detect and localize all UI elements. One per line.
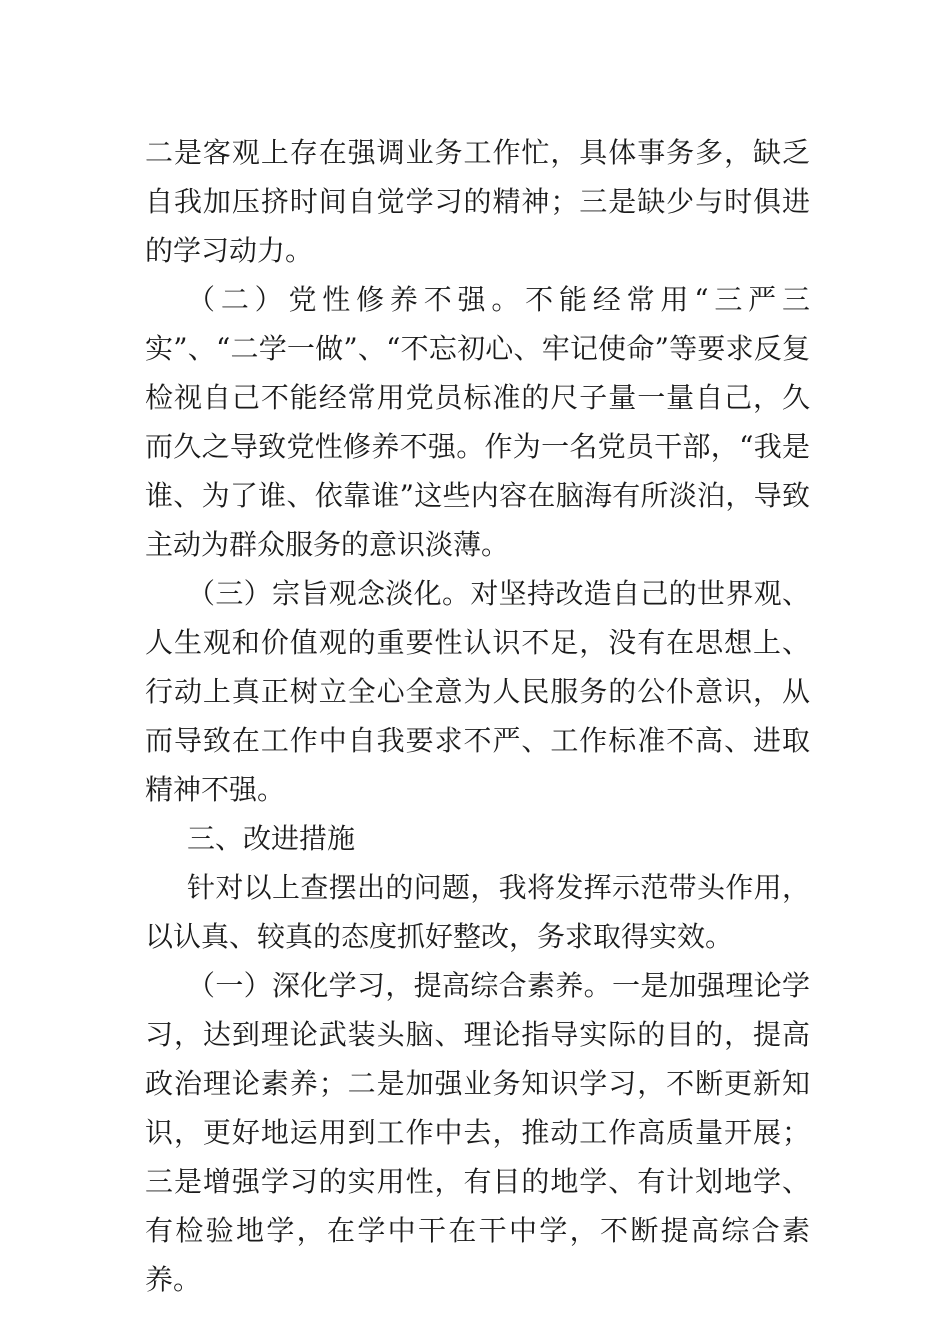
paragraph-deepen-study: （一）深化学习，提高综合素养。一是加强理论学习，达到理论武装头脑、理论指导实际的目的，提高政治理论素养；二是加强业务知识学习，不断更新知识，更好地运用到工作中去，推动工作高质量开展；三是增强学习的实用性，有目的地学、有计划地学、有检验地学，在学中干在干中学，不断提高综合素养。 xyxy=(145,969,810,1296)
paragraph-improvement-intro: 针对以上查摆出的问题，我将发挥示范带头作用，以认真、较真的态度抓好整改，务求取得实效。 xyxy=(145,871,810,953)
paragraph-party-cultivation: （二）党性修养不强。不能经常用“三严三实”、“二学一做”、“不忘初心、牢记使命”等要求反复检视自己不能经常用党员标准的尺子量一量自己，久而久之导致党性修养不强。作为一名党员干部，“我是谁、为了谁、依靠谁”这些内容在脑海有所淡泊，导致主动为群众服务的意识淡薄。 xyxy=(145,283,810,561)
paragraph-study-motivation: 二是客观上存在强调业务工作忙，具体事务多，缺乏自我加压挤时间自觉学习的精神；三是缺少与时俱进的学习动力。 xyxy=(145,136,810,267)
document-body xyxy=(145,128,810,1304)
paragraph-purpose-concept: （三）宗旨观念淡化。对坚持改造自己的世界观、人生观和价值观的重要性认识不足，没有在思想上、行动上真正树立全心全意为人民服务的公仆意识，从而导致在工作中自我要求不严、工作标准不高、进取精神不强。 xyxy=(145,577,810,806)
section-heading-improvement: 三、改进措施 xyxy=(187,822,356,855)
